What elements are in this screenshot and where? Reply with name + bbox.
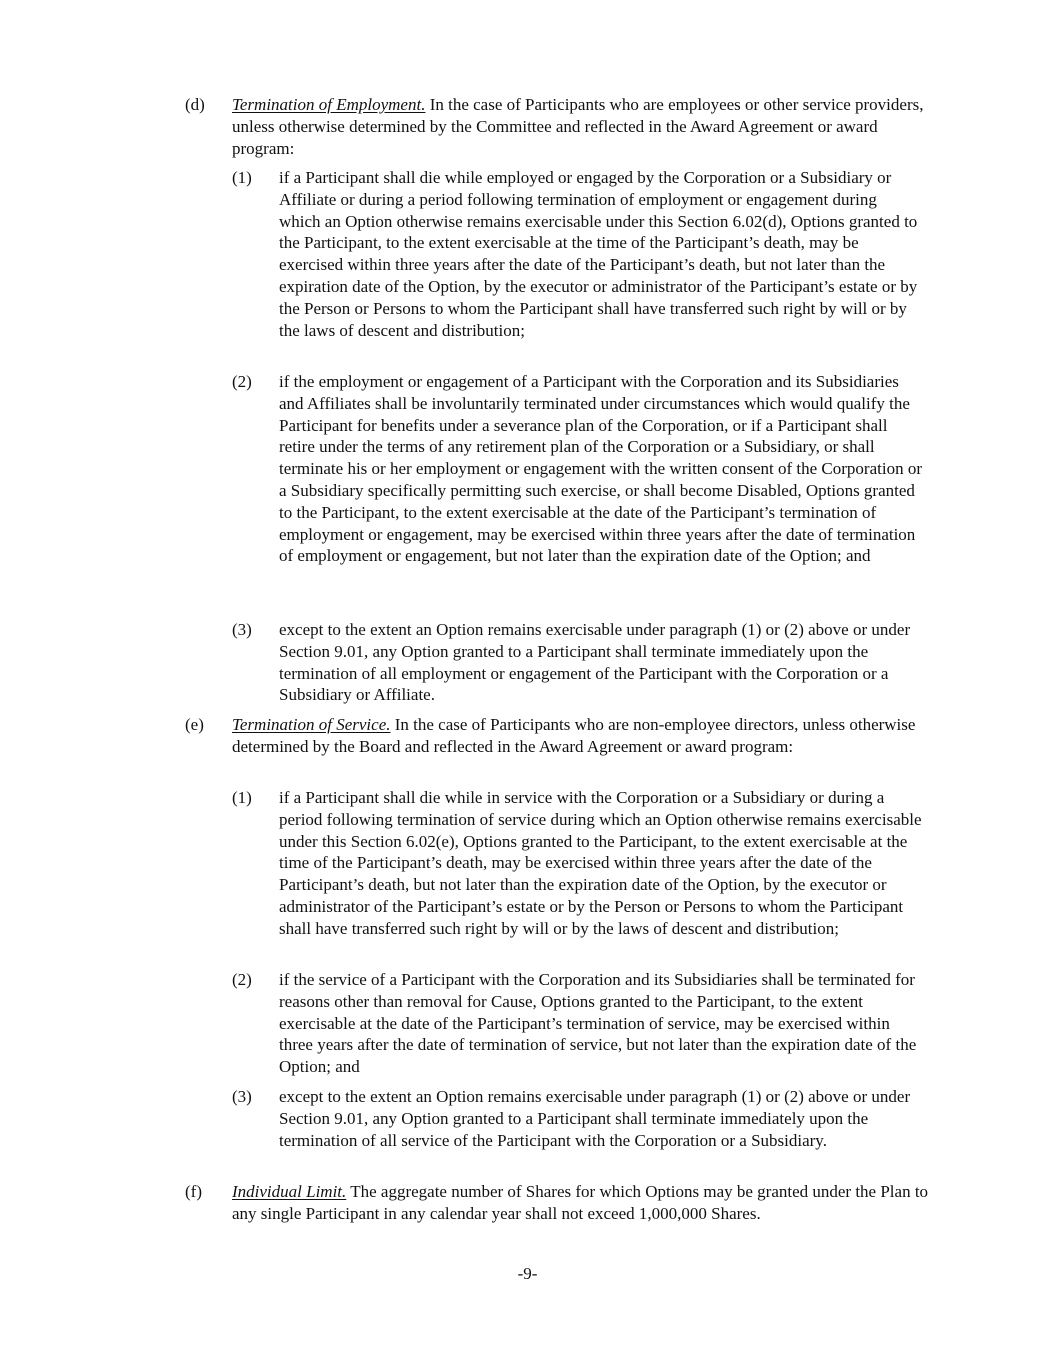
section-f-text: The aggregate number of Shares for which Options may be granted under the Plan to any single Participant in any calendar year shall not exceed 1,000,000 Shares.	[232, 1182, 929, 1223]
section-d-item-3-label: (3)	[232, 620, 252, 639]
section-e-item-2-label: (2)	[232, 970, 252, 989]
section-d-item-2-text: if the employment or engagement of a Participant with the Corporation and its Subsidiaries and Affiliates shall be involuntarily terminated under circumstances which would qualify the Participant for benefits under a severance plan of the Corporation, or if a Participant shall retire under the terms of any retirement plan of the Corporation or a Subsidiary, or shall terminate his or her employment or engagement with the written consent of the Corporation or a Subsidiary specifically permitting such exercise, or shall become Disabled, Options granted to the Participant, to the extent exercisable at the date of the Participant’s termination of employment or engagement, may be exercised within three years after the date of termination of employment or engagement, but not later than the expiration date of the Option; and	[279, 372, 922, 566]
section-d-item-1-text: if a Participant shall die while employed or engaged by the Corporation or a Subsidiary or Affiliate or during a period following termination of employment or engagement during which an Option otherwise remains exercisable under this Section 6.02(d), Options granted to the Participant, to the extent exercisable at the time of the Participant’s death, may be exercised within three years after the date of the Participant’s death, but not later than the expiration date of the Option, by the executor or administrator of the Participant’s estate or by the Person or Persons to whom the Participant shall have transferred such right by will or by the laws of descent and distribution;	[279, 168, 918, 340]
section-e-item-1	[232, 787, 922, 940]
section-e-item-2-text: if the service of a Participant with the Corporation and its Subsidiaries shall be terminated for reasons other than removal for Cause, Options granted to the Participant, to the extent exercisable at the date of the Participant’s termination of service, may be exercised within three years after the date of termination of service, but not later than the expiration date of the Option; and	[279, 970, 917, 1077]
section-d-item-3-text: except to the extent an Option remains exercisable under paragraph (1) or (2) above or under Section 9.01, any Option granted to a Participant shall terminate immediately upon the termination of all employment or engagement of the Participant with the Corporation or a Subsidiary or Affiliate.	[279, 620, 911, 705]
section-f-body	[232, 1181, 930, 1225]
section-e-title: Termination of Service.	[232, 715, 391, 734]
section-e-label: (e)	[185, 715, 204, 734]
section-d-item-2-label: (2)	[232, 372, 252, 391]
section-d-text: In the case of Participants who are employees or other service providers, unless otherwise determined by the Committee and reflected in the Award Agreement or award program:	[232, 95, 924, 158]
section-d-body	[232, 94, 930, 159]
section-f	[185, 1181, 930, 1225]
section-f-label: (f)	[185, 1182, 202, 1201]
section-e	[185, 714, 930, 758]
section-d-label: (d)	[185, 95, 205, 114]
section-e-item-1-text: if a Participant shall die while in service with the Corporation or a Subsidiary or during a period following termination of service during which an Option otherwise remains exercisable under this Section 6.02(e), Options granted to the Participant, to the extent exercisable at the time of the Participant’s death, may be exercised within three years after the date of the Participant’s death, but not later than the expiration date of the Option, by the executor or administrator of the Participant’s estate or by the Person or Persons to whom the Participant shall have transferred such right by will or by the laws of descent and distribution;	[279, 788, 922, 938]
section-d-title: Termination of Employment.	[232, 95, 426, 114]
section-f-title: Individual Limit.	[232, 1182, 347, 1201]
section-e-item-1-label: (1)	[232, 788, 252, 807]
section-e-item-2	[232, 969, 922, 1078]
section-e-item-3	[232, 1086, 922, 1151]
section-e-item-3-text: except to the extent an Option remains exercisable under paragraph (1) or (2) above or under Section 9.01, any Option granted to a Participant shall terminate immediately upon the termination of all service of the Participant with the Corporation or a Subsidiary.	[279, 1087, 911, 1150]
section-e-body	[232, 714, 930, 758]
section-d-item-3	[232, 619, 922, 706]
section-e-text: In the case of Participants who are non-employee directors, unless otherwise determined by the Board and reflected in the Award Agreement or award program:	[232, 715, 916, 756]
section-d-item-1-label: (1)	[232, 168, 252, 187]
section-d-item-2	[232, 371, 922, 567]
section-e-item-3-label: (3)	[232, 1087, 252, 1106]
section-d-item-1	[232, 167, 922, 341]
page-number: -9-	[517, 1264, 538, 1283]
section-d	[185, 94, 930, 159]
